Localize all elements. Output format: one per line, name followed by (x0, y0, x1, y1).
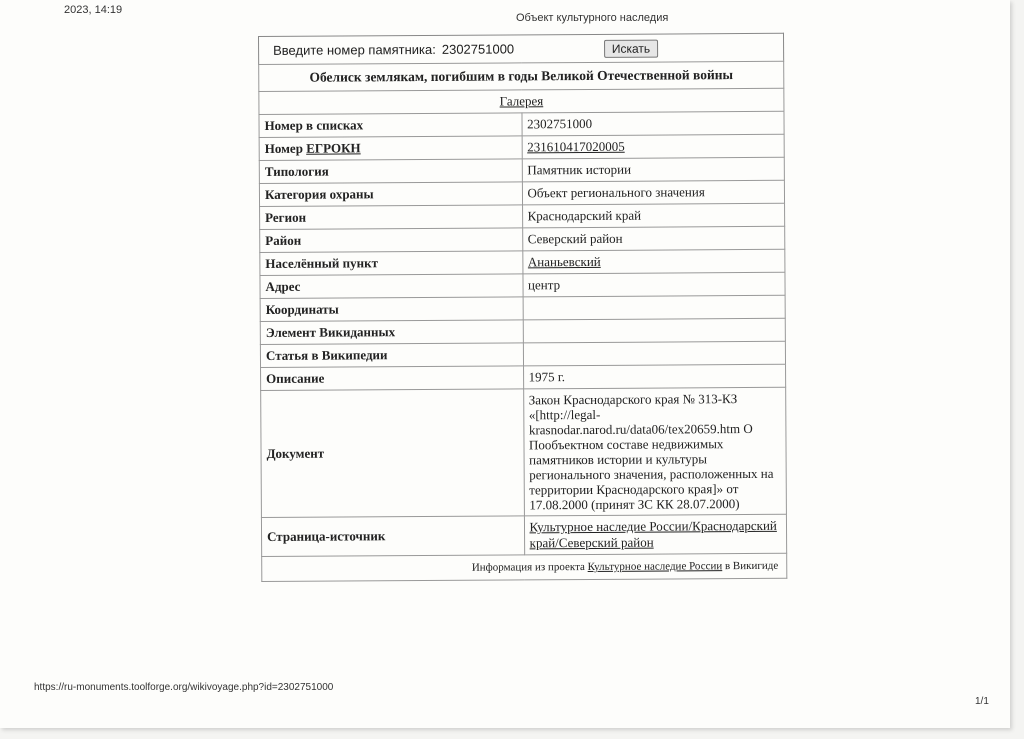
row-label: Регион (260, 205, 523, 230)
monument-table (258, 61, 787, 582)
row-label: Категория охраны (259, 182, 522, 207)
egrokn-label-prefix: Номер (264, 140, 307, 156)
gallery-link[interactable]: Галерея (499, 93, 544, 109)
table-row (260, 226, 785, 252)
row-value: Краснодарский край (522, 203, 785, 228)
row-value (522, 134, 785, 159)
table-row (260, 318, 785, 344)
row-label: Типология (259, 159, 522, 184)
row-value (523, 318, 786, 343)
row-label (259, 136, 522, 161)
row-value (523, 295, 786, 320)
table-row (261, 364, 786, 390)
info-suffix: в Викигиде (722, 559, 779, 573)
row-value: Северский район (522, 226, 785, 251)
title-row (259, 61, 784, 91)
table-row (259, 111, 784, 137)
row-label: Номер в списках (259, 113, 522, 138)
table-row (260, 341, 785, 367)
table-row (259, 134, 784, 160)
info-text (262, 553, 787, 581)
settlement-link[interactable]: Ананьевский (527, 253, 601, 270)
row-label: Описание (261, 366, 524, 391)
row-label: Населённый пункт (260, 251, 523, 276)
table-row (259, 180, 784, 206)
search-label: Введите номер памятника: (273, 41, 436, 58)
egrokn-link[interactable]: ЕГРОКН (306, 140, 361, 156)
table-row (260, 203, 785, 229)
print-url: https://ru-monuments.toolforge.org/wikivoyage.php?id=2302751000 (34, 682, 334, 693)
row-label: Район (260, 228, 523, 253)
search-button[interactable]: Искать (604, 39, 658, 57)
row-value: центр (522, 272, 785, 297)
table-row (261, 514, 786, 556)
table-row (260, 249, 785, 275)
row-value: 2302751000 (521, 111, 784, 136)
monument-card (258, 33, 787, 582)
row-value (524, 514, 787, 555)
row-value: Памятник истории (522, 157, 785, 182)
info-row (262, 553, 787, 581)
search-bar (258, 33, 784, 64)
info-prefix: Информация из проекта (471, 560, 588, 574)
row-label: Элемент Викиданных (260, 320, 523, 345)
table-row (260, 295, 785, 321)
row-label: Документ (261, 389, 524, 518)
row-label: Координаты (260, 297, 523, 322)
print-page-title: Объект культурного наследия (516, 12, 669, 24)
source-page-link[interactable]: Культурное наследие России/Краснодарский край/Северский район (529, 517, 777, 551)
document-value: Закон Краснодарского края № 313-КЗ «[http://legal-krasnodar.narod.ru/data06/tex20659.htm О Пообъектном составе недвижимых памятников истории и культуры регионального значения, расположенных на территории Краснодарского края]» от 17.08.2000 (принят ЗС КК 28.07.2000) (523, 387, 786, 516)
row-label: Адрес (260, 274, 523, 299)
egrokn-value-link[interactable]: 231610417020005 (527, 138, 625, 155)
table-row (261, 387, 787, 517)
row-label: Статья в Википедии (260, 343, 523, 368)
row-value (523, 341, 786, 366)
search-input[interactable]: 2302751000 (441, 41, 515, 57)
row-value: Объект регионального значения (522, 180, 785, 205)
gallery-row (259, 88, 784, 114)
row-value (522, 249, 785, 274)
row-value: 1975 г. (523, 364, 786, 389)
print-page-number: 1/1 (975, 696, 989, 707)
table-row (260, 272, 785, 298)
project-link[interactable]: Культурное наследие России (587, 560, 723, 573)
monument-title: Обелиск землякам, погибшим в годы Великой Отечественной войны (259, 61, 784, 91)
row-label: Страница-источник (261, 516, 524, 557)
table-row (259, 157, 784, 183)
print-date: 2023, 14:19 (64, 4, 123, 16)
